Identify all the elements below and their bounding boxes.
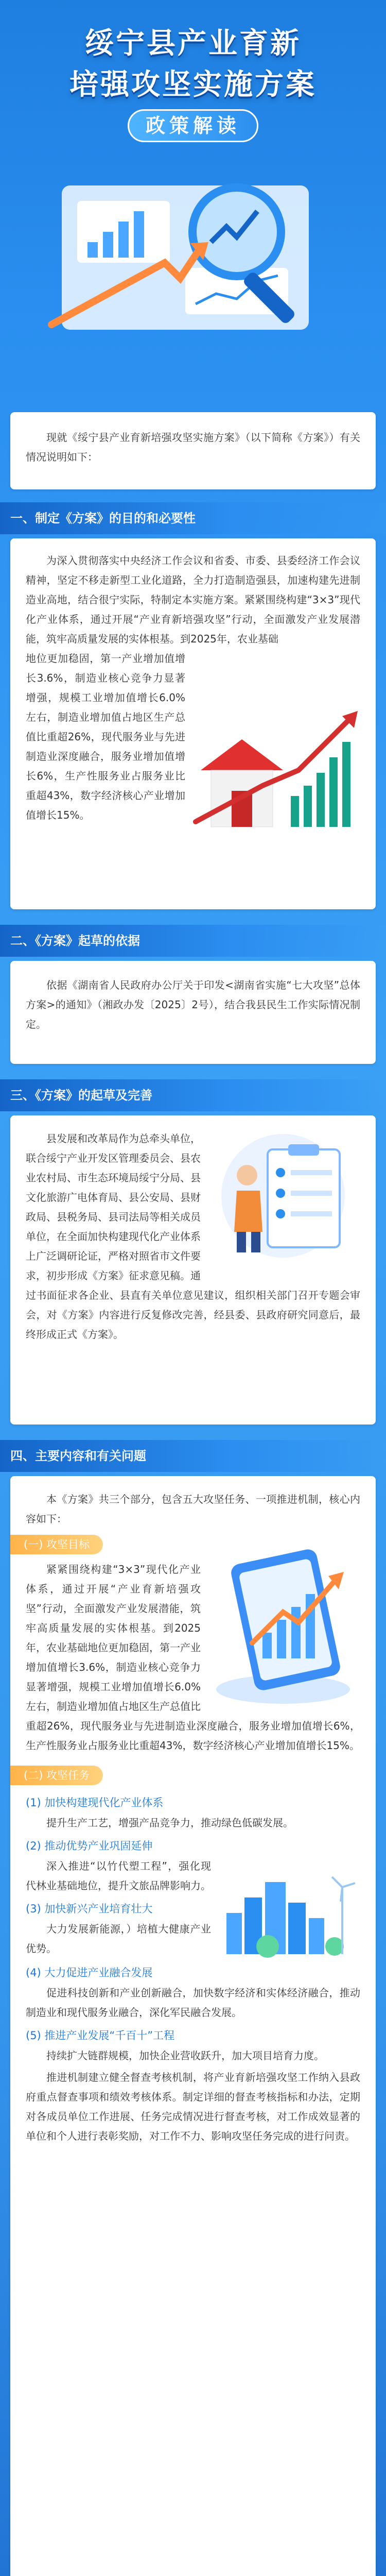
task-text-5: 持续扩大链群规模，加快企业营收跃升，加大项目培育力度。: [46, 2049, 324, 2062]
hero-title-line2: 培强攻坚实施方案: [69, 68, 317, 101]
section1-heading: 一、制定《方案》的目的和必要性: [0, 502, 386, 534]
intro-text: 现就《绥宁县产业育新培强攻坚实施方案》（以下简称《方案》）有关情况说明如下：: [26, 431, 360, 463]
section4-card: [10, 1476, 376, 2576]
goal-subheading: (一) 攻坚目标: [10, 1535, 103, 1554]
task-title-1: (1) 加快构建现代化产业体系: [26, 1797, 164, 1809]
hero-banner: [0, 0, 386, 392]
hero-title-line1: 绥宁县产业育新: [85, 27, 301, 60]
section4-heading: 四、主要内容和有关问题: [0, 1440, 386, 1472]
task-title-2: (2) 推动优势产业巩固延伸: [26, 1840, 153, 1852]
policy-tag: 政策解读: [128, 109, 258, 142]
task-title-4: (4) 大力促进产业融合发展: [26, 1967, 153, 1979]
section3-paragraph: 县发展和改革局作为总牵头单位，联合绥宁产业开发区管理委员会、县农业农村局、市生态环境局绥宁分局、县文化旅游广电体育局、县公安局、县财政局、县税务局、县司法局等相关成员单位，在全面加快构建现代化产业体系上广泛调研论证，严格对照省市文件要求，初步形成《方案》征求意见稿。通过书面征求各企业、县直有关单位意见建议，组织相关部门召开专题会审会，对《方案》内容进行反复修改完善，经县委、县政府研究同意后，最终形成正式《方案》。: [26, 1132, 360, 1341]
task-text-1: 提升生产工艺，增强产品竞争力，推动绿色低碳发展。: [46, 1817, 293, 1829]
phone-growth-illustration: [206, 1540, 360, 1710]
checklist-illustration: [206, 1129, 360, 1263]
tasks-subheading: (二) 攻坚任务: [10, 1766, 103, 1785]
section1-paragraph2: 地位更加稳固，第一产业增加值增长3.6%，制造业核心竞争力显著增强，规模工业增加值增长6.0%左右，制造业增加值占地区生产总值比重超26%，现代服务业与先进制造业深度融合，服务业增加值增长6%，生产性服务业占服务业比重超43%，数字经济核心产业增加值增长15%。: [26, 652, 185, 821]
task-title-5: (5) 推进产业发展“千百十”工程: [26, 2029, 175, 2042]
section2-paragraph: 依据《湖南省人民政府办公厅关于印发<湖南省实施“七大攻坚”总体方案>的通知》（湘政办发〔2025〕2号），结合我县民生工作实际情况制定。: [26, 979, 360, 1030]
task-text-3: 大力发展新能源，）培植大健康产业优势。: [26, 1923, 211, 1955]
section2-heading: 二、《方案》起草的依据: [0, 925, 386, 957]
intro-card: [10, 412, 376, 489]
task-text-4: 促进科技创新和产业创新融合，加快数字经济和实体经济融合，推动制造业和现代服务业融合，深化军民融合发展。: [26, 1987, 360, 2019]
section4-intro: 本《方案》共三个部分，包含五大攻坚任务、一项推进机制，核心内容如下：: [26, 1493, 360, 1525]
mechanism-paragraph: 推进机制建立健全督查考核机制，将产业育新培强攻坚工作纳入县政府重点督查事项和绩效考核体系。制定详细的督查考核指标和办法，定期对各成员单位工作进展、任务完成情况进行督查考核，对工作成效显著的单位和个人进行表彰奖励，对工作不力、影响攻坚任务完成的进行问责。: [26, 2071, 360, 2142]
section3-heading: 三、《方案》的起草及完善: [0, 1079, 386, 1111]
section3-card: [10, 1115, 376, 1425]
task-title-3: (3) 加快新兴产业培育壮大: [26, 1903, 153, 1915]
goal-paragraph: 紧紧围绕构建“3×3”现代化产业体系，通过开展“产业育新培强攻坚”行动，全面激发产业发展潜能，筑牢高质量发展的实体根基。到2025年，农业基础地位更加稳固，第一产业增加值增长3.6%，制造业核心竞争力显著增强，规模工业增加值增长6.0%左右，制造业增加值占地区生产总值比重超26%，现代服务业与先进制造业深度融合，服务业增加值增长6%，生产性服务业占服务业比重超43%，数字经济核心产业增加值增长15%。: [26, 1563, 360, 1752]
city-wind-illustration: [216, 1856, 360, 1959]
task-text-2: 深入推进“以竹代塑工程”，强化现代林业基础地位，提升文旅品牌影响力。: [26, 1860, 211, 1892]
section1-card: [10, 538, 376, 909]
house-growth-illustration: [180, 693, 365, 848]
magnifier-chart-illustration: [31, 155, 360, 350]
section2-card: [10, 961, 376, 1064]
section1-paragraph: 为深入贯彻落实中央经济工作会议和省委、市委、县委经济工作会议精神，坚定不移走新型工业化道路，全力打造制造强县，加速构建先进制造业高地，结合很宁实际，特制定本实施方案。紧紧围绕构建“3×3”现代化产业体系，通过开展“产业育新培强攻坚”行动，全面激发产业发展潜能，筑牢高质量发展的实体根基。到2025年，农业基础: [26, 554, 360, 645]
